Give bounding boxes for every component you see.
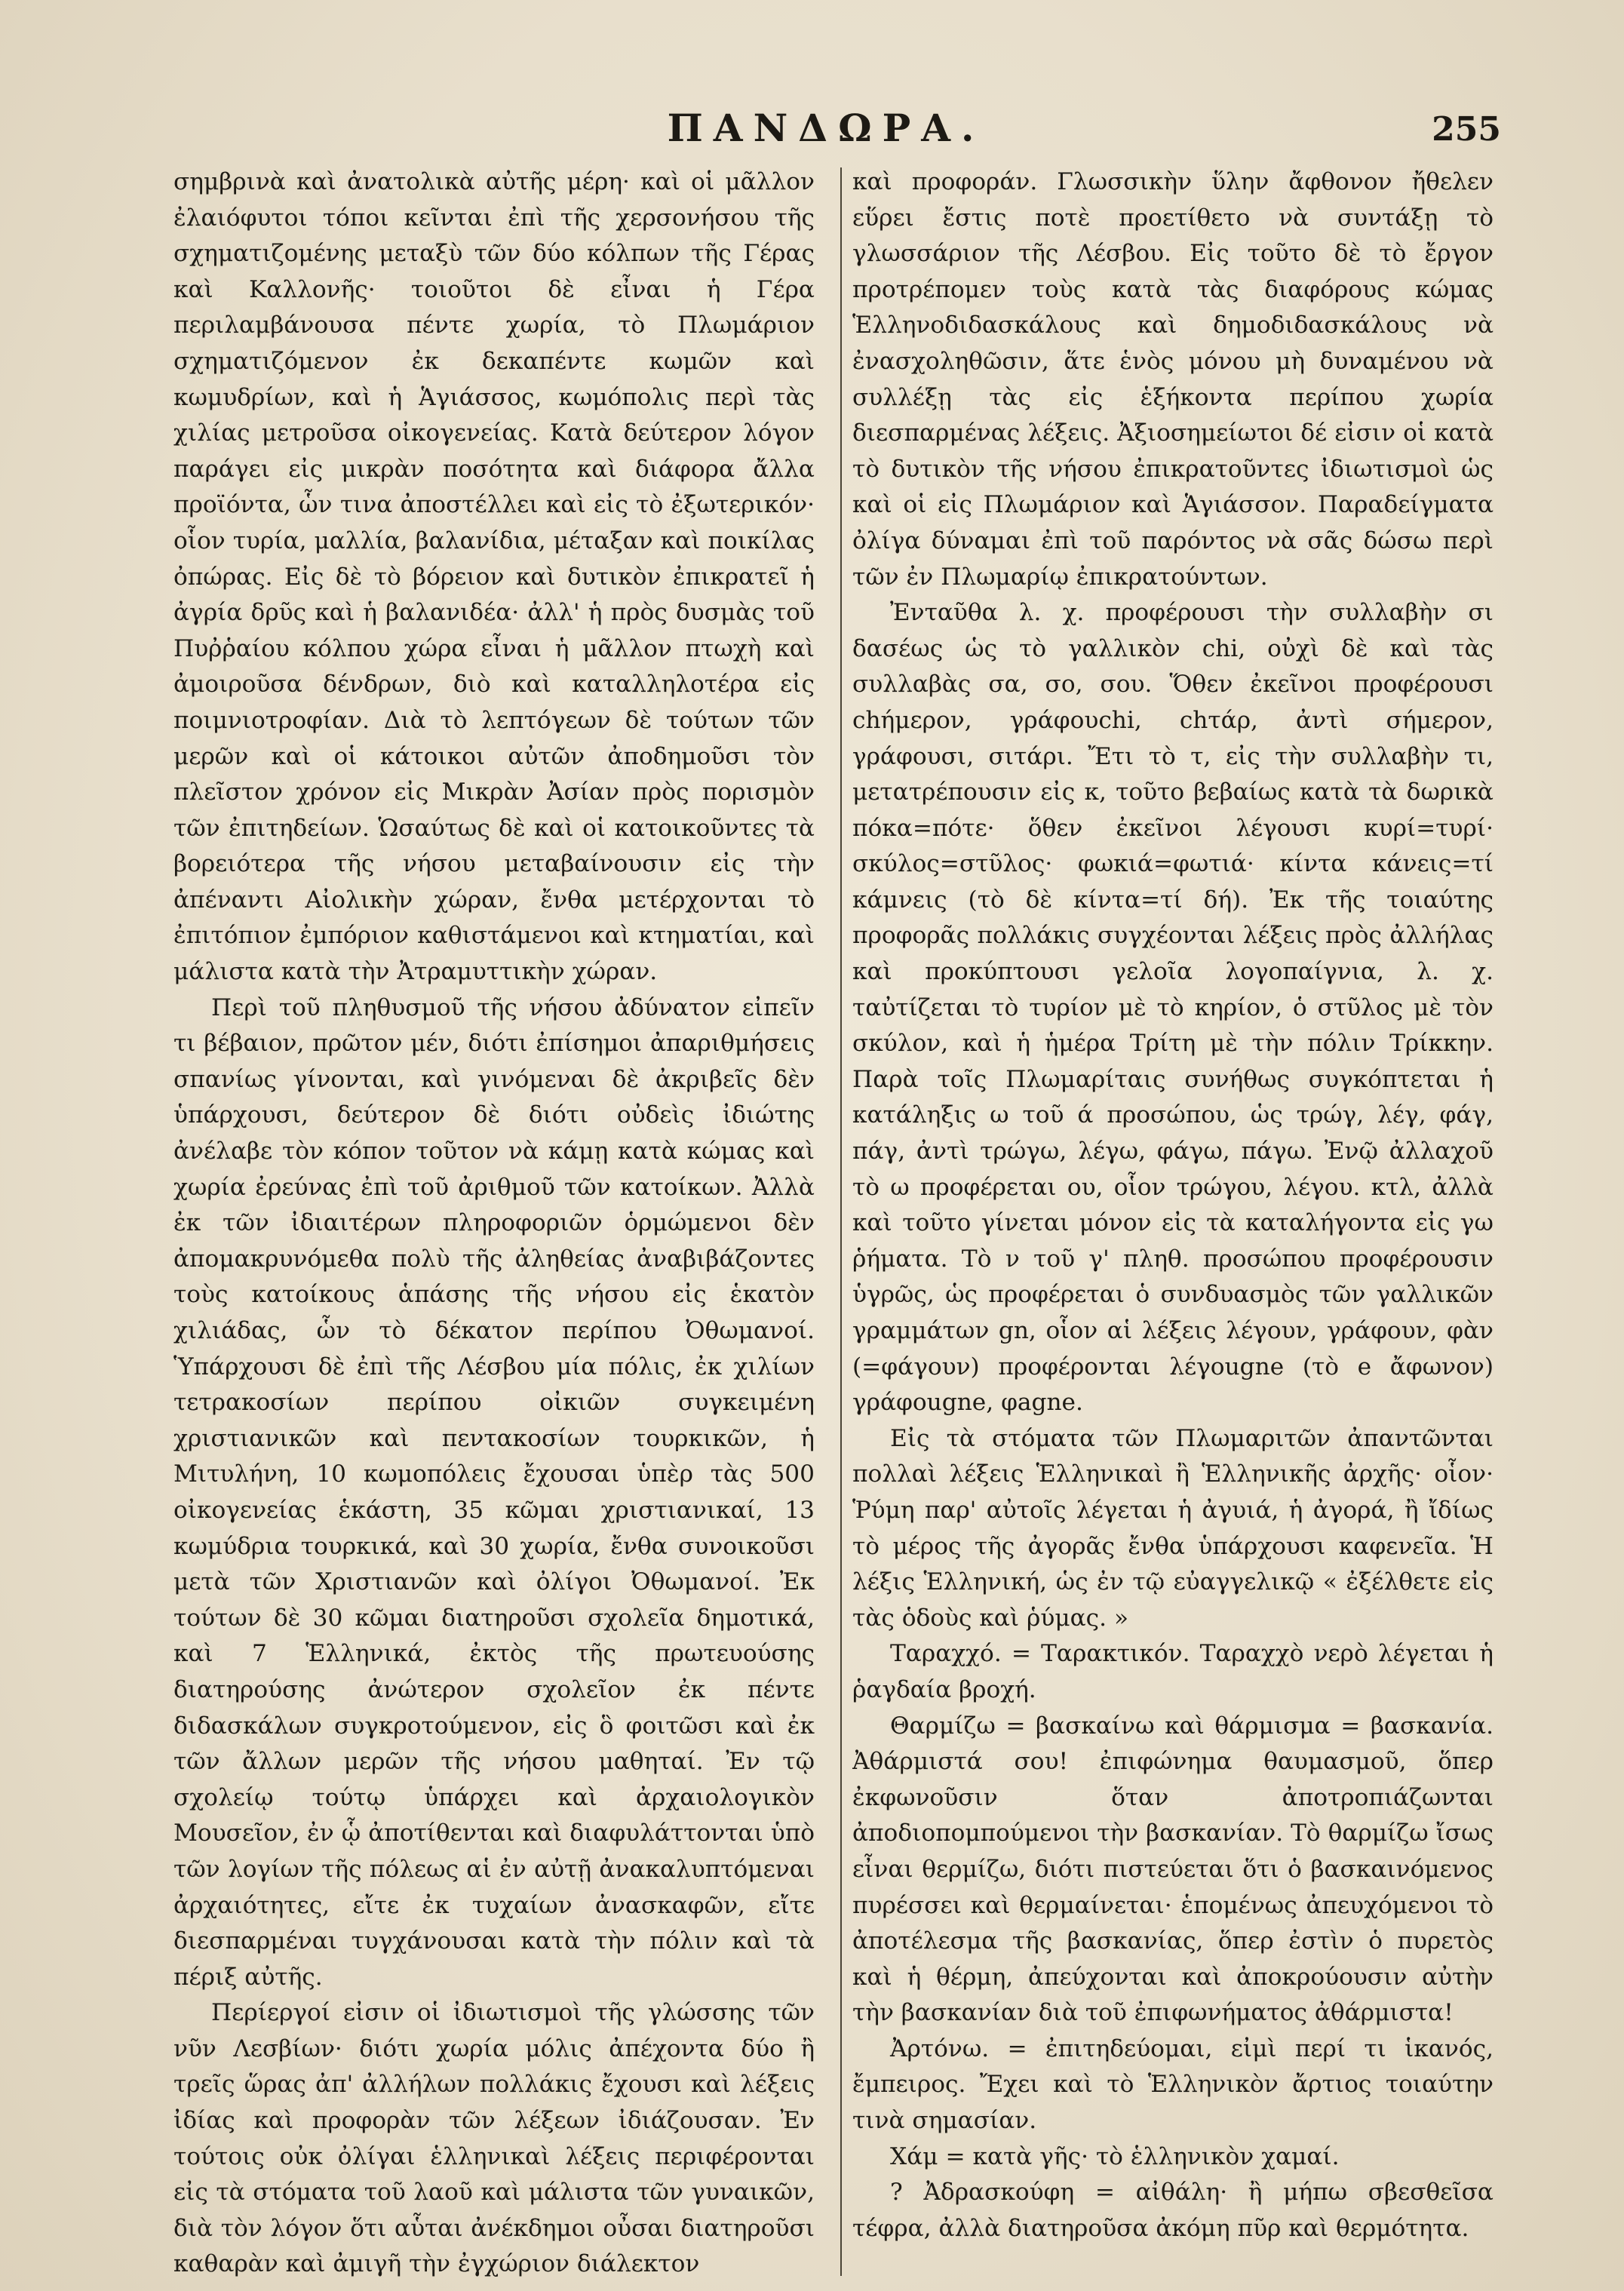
paragraph: σημβρινὰ καὶ ἀνατολικὰ αὐτῆς μέρη· καὶ οἱ μᾶλλον ἐλαιόφυτοι τόποι κεῖνται ἐπὶ τῆς χερσονήσου τῆς σχηματιζομένης μεταξὺ τῶν δύο κόλπων τῆς Γέρας καὶ Καλλονῆς· τοιοῦτοι δὲ εἶναι ἡ Γέρα περιλαμβάνουσα πέντε χωρία, τὸ Πλωμάριον σχηματιζόμενον ἐκ δεκαπέντε κωμῶν καὶ κωμυδρίων, καὶ ἡ Ἁγιάσσος, κωμόπολις περὶ τὰς χιλίας μετροῦσα οἰκογενείας. Κατὰ δεύτερον λόγον παράγει εἰς μικρὰν ποσότητα καὶ διάφορα ἄλλα προϊόντα, ὧν τινα ἀποστέλλει καὶ εἰς τὸ ἐξωτερικόν· οἷον τυρία, μαλλία, βαλανίδια, μέταξαν καὶ ποικίλας ὀπώρας. Εἰς δὲ τὸ βόρειον καὶ δυτικὸν ἐπικρατεῖ ἡ ἀγρία δρῦς καὶ ἡ βαλανιδέα· ἀλλ' ἡ πρὸς δυσμὰς τοῦ Πυῤῥαίου κόλπου χώρα εἶναι ἡ μᾶλλον πτωχὴ καὶ ἀμοιροῦσα δένδρων, διὸ καὶ καταλληλοτέρα εἰς ποιμνιοτροφίαν. Διὰ τὸ λεπτόγεων δὲ τούτων τῶν μερῶν καὶ οἱ κάτοικοι αὐτῶν ἀποδημοῦσι τὸν πλεῖστον χρόνον εἰς Μικρὰν Ἀσίαν πρὸς πορισμὸν τῶν ἐπιτηδείων. Ὡσαύτως δὲ καὶ οἱ κατοικοῦντες τὰ βορειότερα τῆς νήσου μεταβαίνουσιν εἰς τὴν ἀπέναντι Αἰολικὴν χώραν, ἔνθα μετέρχονται τὸ ἐπιτόπιον ἐμπόριον καθιστάμενοι καὶ κτηματίαι, καὶ μάλιστα κατὰ τὴν Ἀτραμυττικὴν χώραν. (173, 168, 815, 986)
paragraph: Περὶ τοῦ πληθυσμοῦ τῆς νήσου ἀδύνατον εἰπεῖν τι βέβαιον, πρῶτον μέν, διότι ἐπίσημοι ἀπαριθμήσεις σπανίως γίνονται, καὶ γινόμεναι δὲ ἀκριβεῖς δὲν ὑπάρχουσι, δεύτερον δὲ διότι οὐδεὶς ἰδιώτης ἀνέλαβε τὸν κόπον τοῦτον νὰ κάμῃ κατὰ κώμας καὶ χωρία ἐρεύνας ἐπὶ τοῦ ἀριθμοῦ τῶν κατοίκων. Ἀλλὰ ἐκ τῶν ἰδιαιτέρων πληροφοριῶν ὁρμώμενοι δὲν ἀπομακρυνόμεθα πολὺ τῆς ἀληθείας ἀναβιβάζοντες τοὺς κατοίκους ἁπάσης τῆς νήσου εἰς ἑκατὸν χιλιάδας, ὧν τὸ δέκατον περίπου Ὀθωμανοί. Ὑπάρχουσι δὲ ἐπὶ τῆς Λέσβου μία πόλις, ἐκ χιλίων τετρακοσίων περίπου οἰκιῶν συγκειμένη χριστιανικῶν καὶ πεντακοσίων τουρκικῶν, ἡ Μιτυλήνη, 10 κωμοπόλεις ἔχουσαι ὑπὲρ τὰς 500 οἰκογενείας ἑκάστη, 35 κῶμαι χριστιανικαί, 13 κωμύδρια τουρκικά, καὶ 30 χωρία, ἔνθα συνοικοῦσι μετὰ τῶν Χριστιανῶν καὶ ὀλίγοι Ὀθωμανοί. Ἐκ τούτων δὲ 30 κῶμαι διατηροῦσι σχολεῖα δημοτικά, καὶ 7 Ἑλληνικά, ἐκτὸς τῆς πρωτευούσης διατηρούσης ἀνώτερον σχολεῖον ἐκ πέντε διδασκάλων συγκροτούμενον, εἰς ὃ φοιτῶσι καὶ ἐκ τῶν ἄλλων μερῶν τῆς νήσου μαθηταί. Ἐν τῷ σχολείῳ τούτῳ ὑπάρχει καὶ ἀρχαιολογικὸν Μουσεῖον, ἐν ᾧ ἀποτίθενται καὶ διαφυλάττονται ὑπὸ τῶν λογίων τῆς πόλεως αἱ ἐν αὐτῇ ἀνακαλυπτόμεναι ἀρχαιότητες, εἴτε ἐκ τυχαίων ἀνασκαφῶν, εἴτε διεσπαρμέναι τυγχάνουσαι κατὰ τὴν πόλιν καὶ τὰ πέριξ αὐτῆς. (173, 993, 815, 1991)
right-column (852, 164, 1494, 2277)
glossary-entry: Χάμ = κατὰ γῆς· τὸ ἑλληνικὸν χαμαί. (890, 2142, 1340, 2170)
glossary-entry: ? Ἀδρασκούφη = αἰθάλη· ἢ μήπω σβεσθεῖσα τέφρα, ἀλλὰ διατηροῦσα ἀκόμη πῦρ καὶ θερμότητα. (852, 2179, 1494, 2242)
paragraph: Περίεργοί εἰσιν οἱ ἰδιωτισμοὶ τῆς γλώσσης τῶν νῦν Λεσβίων· διότι χωρία μόλις ἀπέχοντα δύο ἢ τρεῖς ὥρας ἀπ' ἀλλήλων πολλάκις ἔχουσι καὶ λέξεις ἰδίας καὶ προφορὰν τῶν λέξεων ἰδιάζουσαν. Ἐν τούτοις οὐκ ὀλίγαι ἑλληνικαὶ λέξεις περιφέρονται εἰς τὰ στόματα τοῦ λαοῦ καὶ μάλιστα τῶν γυναικῶν, διὰ τὸν λόγον ὅτι αὗται ἀνέκδημοι οὖσαι διατηροῦσι καθαρὰν καὶ ἀμιγῆ τὴν ἐγχώριον διάλεκτον (173, 1999, 815, 2277)
page-header (151, 106, 1501, 158)
paragraph: καὶ προφοράν. Γλωσσικὴν ὕλην ἄφθονον ἤθελεν εὕρει ἔστις ποτὲ προετίθετο νὰ συντάξῃ τὸ γλωσσάριον τῆς Λέσβου. Εἰς τοῦτο δὲ τὸ ἔργον προτρέπομεν τοὺς κατὰ τὰς διαφόρους κώμας Ἑλληνοδιδασκάλους καὶ δημοδιδασκάλους νὰ ἐνασχοληθῶσιν, ἅτε ἑνὸς μόνου μὴ δυναμένου νὰ συλλέξῃ τὰς εἰς ἑξήκοντα περίπου χωρία διεσπαρμένας λέξεις. Ἀξιοσημείωτοι δέ εἰσιν οἱ κατὰ τὸ δυτικὸν τῆς νήσου ἐπικρατοῦντες ἰδιωτισμοὶ ὡς καὶ οἱ εἰς Πλωμάριον καὶ Ἁγιάσσον. Παραδείγματα ὀλίγα δύναμαι ἐπὶ τοῦ παρόντος νὰ σᾶς δώσω περὶ τῶν ἐν Πλωμαρίῳ ἐπικρατούντων. (852, 168, 1494, 591)
paragraph: Ἐνταῦθα λ. χ. προφέρουσι τὴν συλλαβὴν σι δασέως ὡς τὸ γαλλικὸν chi, οὐχὶ δὲ καὶ τὰς συλλαβὰς σα, σο, σου. Ὅθεν ἐκεῖνοι προφέρουσι chήμερον, γράφουchi, chτάρ, ἀντὶ σήμερον, γράφουσι, σιτάρι. Ἔτι τὸ τ, εἰς τὴν συλλαβὴν τι, μετατρέπουσιν εἰς κ, τοῦτο βεβαίως κατὰ τὰ δωρικὰ πόκα=πότε· ὅθεν ἐκεῖνοι λέγουσι κυρί=τυρί· σκύλος=στῦλος· φωκιά=φωτιά· κίντα κάνεις=τί κάμνεις (τὸ δὲ κίντα=τί δή). Ἐκ τῆς τοιαύτης προφορᾶς πολλάκις συγχέονται λέξεις πρὸς ἀλλήλας καὶ προκύπτουσι γελοῖα λογοπαίγνια, λ. χ. ταὐτίζεται τὸ τυρίον μὲ τὸ κηρίον, ὁ στῦλος μὲ τὸν σκύλον, καὶ ἡ ἡμέρα Τρίτη μὲ τὴν πόλιν Τρίκκην. Παρὰ τοῖς Πλωμαρίταις συνήθως συγκόπτεται ἡ κατάληξις ω τοῦ ά προσώπου, ὡς τρώγ, λέγ, φάγ, πάγ, ἀντὶ τρώγω, λέγω, φάγω, πάγω. Ἐνῷ ἀλλαχοῦ τὸ ω προφέρεται ου, οἷον τρώγου, λέγου. κτλ, ἀλλὰ καὶ τοῦτο γίνεται μόνον εἰς τὰ καταλήγοντα εἰς γω ῥήματα. Τὸ ν τοῦ γ' πληθ. προσώπου προφέρουσιν ὑγρῶς, ὡς προφέρεται ὁ συνδυασμὸς τῶν γαλλικῶν γραμμάτων gn, οἷον αἱ λέξεις λέγουν, γράφουν, φὰν (=φάγουν) προφέρονται λέγougne (τὸ e ἄφωνον) γράφougne, φagne. (852, 599, 1494, 1417)
running-title: ΠΑΝΔΩΡΑ. (667, 106, 985, 150)
column-divider (840, 167, 842, 2276)
glossary-entry: Ἀρτόνω. = ἐπιτηδεύομαι, εἰμὶ περί τι ἱκανός, ἔμπειρος. Ἔχει καὶ τὸ Ἑλληνικὸν ἄρτιος τοιαύτην τινὰ σημασίαν. (852, 2035, 1494, 2135)
glossary-entry: Ταραχχό. = Ταρακτικόν. Ταραχχὸ νερὸ λέγεται ἡ ῥαγδαία βροχή. (852, 1640, 1494, 1703)
paragraph: Εἰς τὰ στόματα τῶν Πλωμαριτῶν ἀπαντῶνται πολλαὶ λέξεις Ἑλληνικαὶ ἢ Ἑλληνικῆς ἀρχῆς· οἷον· Ῥύμη παρ' αὐτοῖς λέγεται ἡ ἀγυιά, ἡ ἀγορά, ἢ ἴδίως τὸ μέρος τῆς ἀγορᾶς ἔνθα ὑπάρχουσι καφενεῖα. Ἡ λέξις Ἑλληνική, ὡς ἐν τῷ εὐαγγελικῷ « ἐξέλθετε εἰς τὰς ὁδοὺς καὶ ῥύμας. » (852, 1424, 1494, 1632)
left-column (173, 164, 815, 2277)
glossary-entry: Θαρμίζω = βασκαίνω καὶ θάρμισμα = βασκανία. Ἀθάρμιστά σου! ἐπιφώνημα θαυμασμοῦ, ὅπερ ἐκφωνοῦσιν ὅταν ἀποτροπιάζωνται ἀποδιοπομπούμενοι τὴν βασκανίαν. Τὸ θαρμίζω ἴσως εἶναι θερμίζω, διότι πιστεύεται ὅτι ὁ βασκαινόμενος πυρέσσει καὶ θερμαίνεται· ἑπομένως ἀπευχόμενοι τὸ ἀποτέλεσμα τῆς βασκανίας, ὅπερ ἐστὶν ὁ πυρετὸς καὶ ἡ θέρμη, ἀπεύχονται καὶ ἀποκρούουσιν αὐτὴν τὴν βασκανίαν διὰ τοῦ ἐπιφωνήματος ἀθάρμιστα! (852, 1712, 1494, 2027)
page-number: 255 (1432, 110, 1501, 149)
